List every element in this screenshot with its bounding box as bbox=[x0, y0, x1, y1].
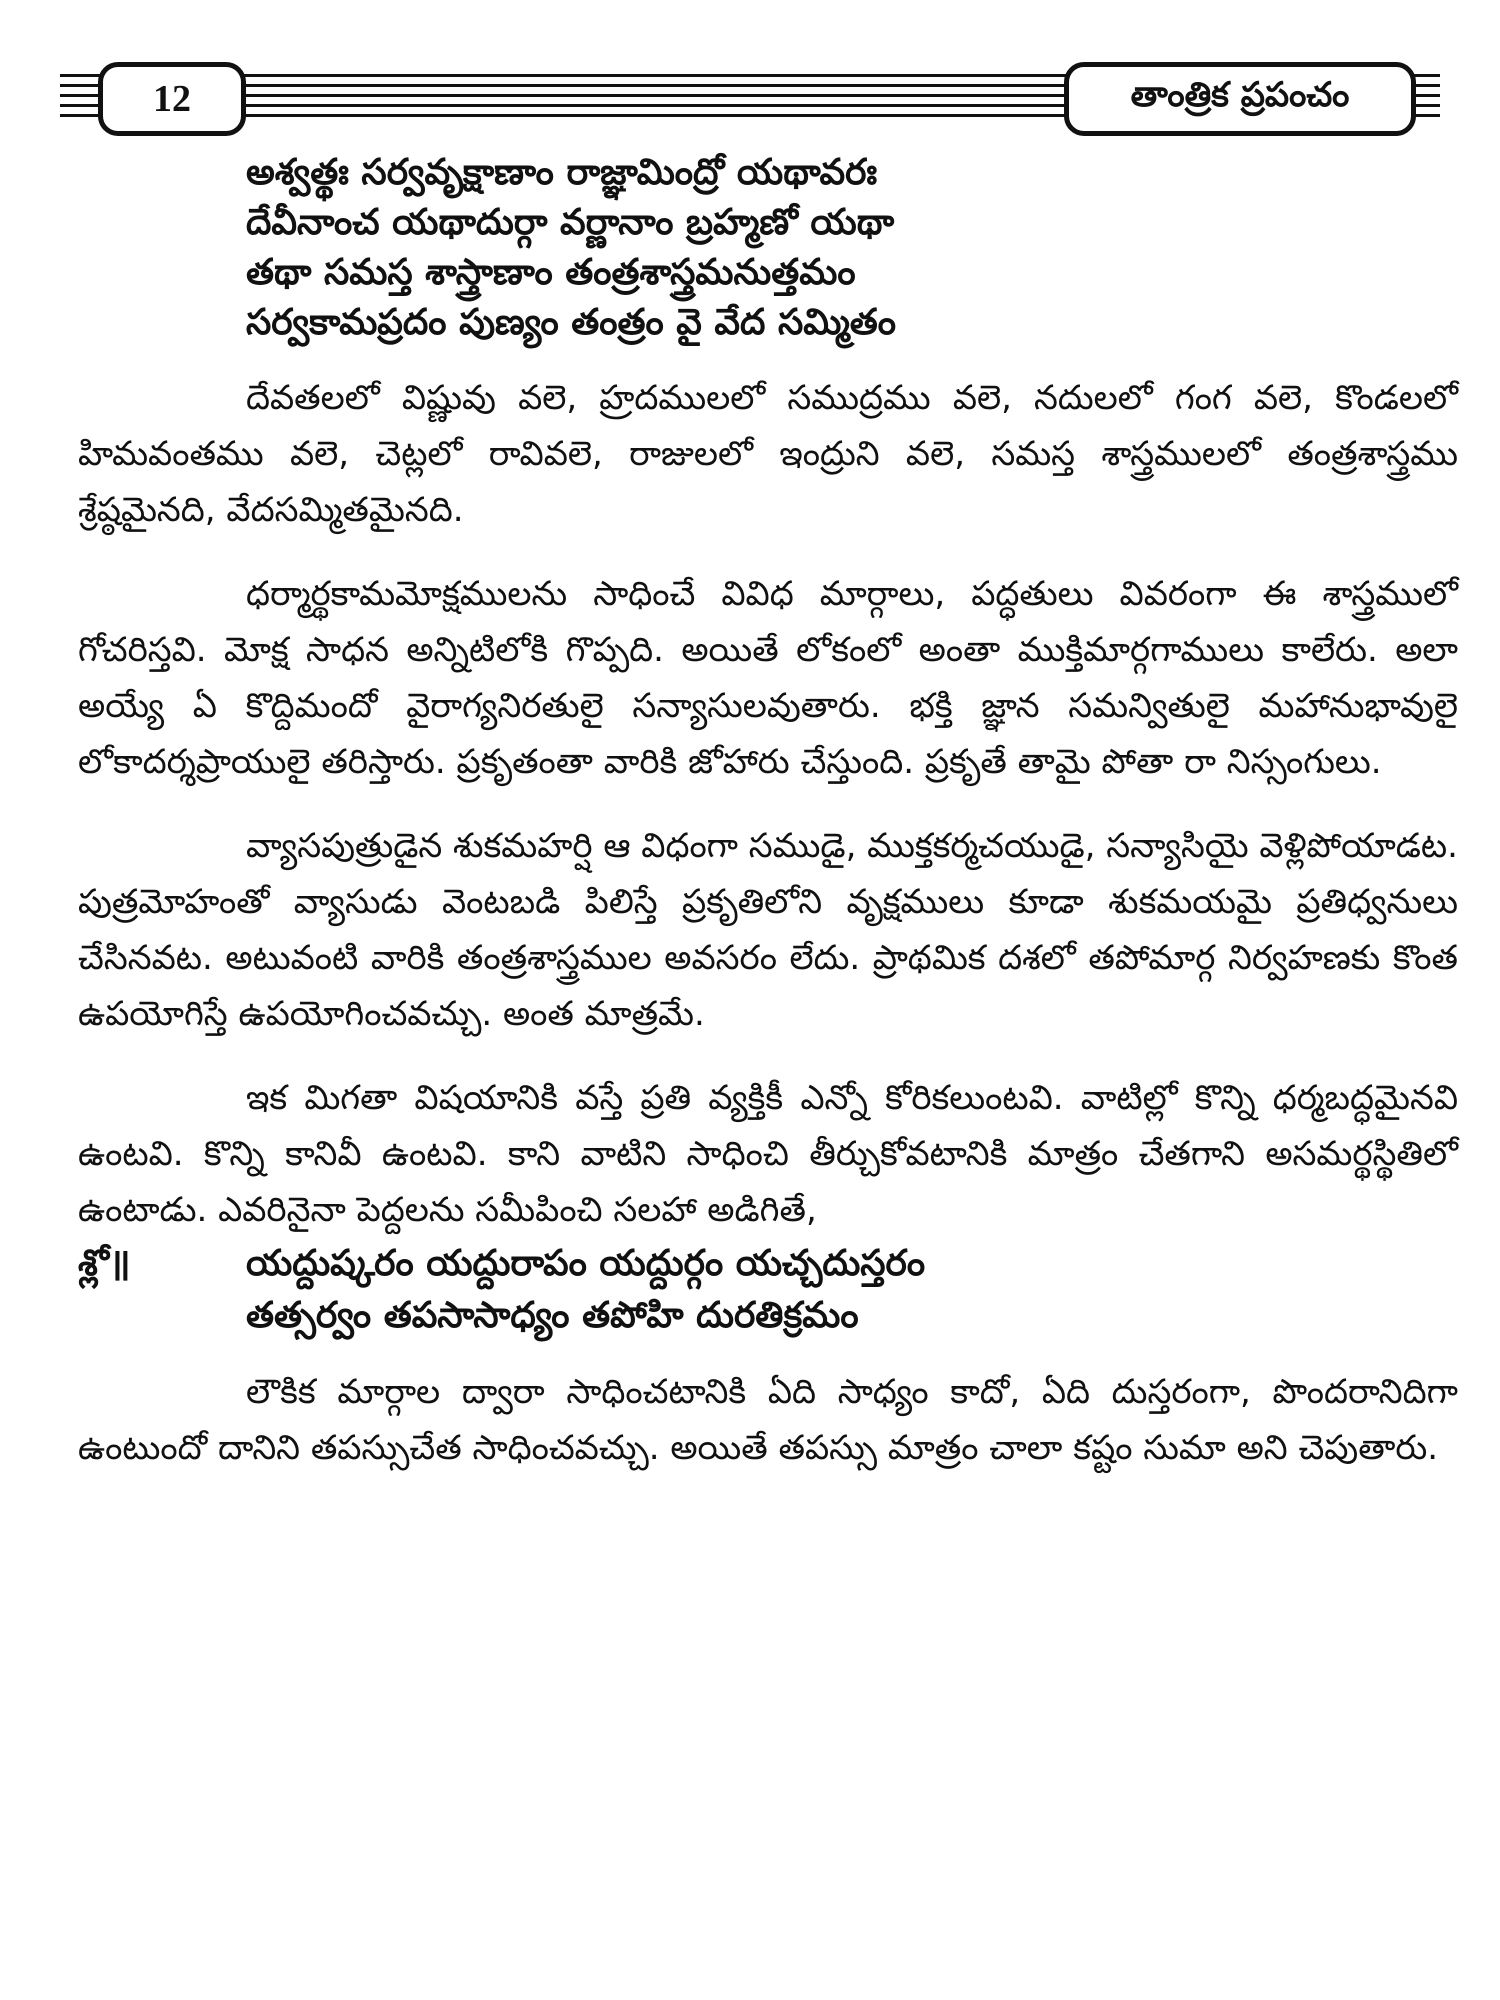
paragraph: వ్యాసపుత్రుడైన శుకమహర్షి ఆ విధంగా సముడై, ముక్తకర్మచయుడై, సన్యాసియై వెళ్లిపోయాడట. పుత్రమోహంతో వ్యాసుడు వెంటబడి పిలిస్తే ప్రకృతిలోని వృక్షములు కూడా శుకమయమై ప్రతిధ్వనులు చేసినవట. అటువంటి వారికి తంత్రశాస్త్రముల అవసరం లేదు. ప్రాథమిక దశలో తపోమార్గ నిర్వహణకు కొంత ఉపయోగిస్తే ఉపయోగించవచ్చు. అంత మాత్రమే. bbox=[78, 826, 1458, 1034]
verse-line: అశ్వత్థః సర్వవృక్షాణాం రాజ్ఞామింద్రో యథావరః bbox=[246, 152, 878, 193]
verse-line: సర్వకామప్రదం పుణ్యం తంత్రం వై వేద సమ్మితం bbox=[246, 302, 897, 343]
paragraph: దేవతలలో విష్ణువు వలె, హ్రదములలో సముద్రము వలె, నదులలో గంగ వలె, కొండలలో హిమవంతము వలె, చెట్లలో రావివలె, రాజులలో ఇంద్రుని వలె, సమస్త శాస్త్రములలో తంత్రశాస్త్రము శ్రేష్ఠమైనది, వేదసమ్మితమైనది. bbox=[78, 378, 1458, 530]
page-header bbox=[60, 62, 1440, 132]
verse-line: తథా సమస్త శాస్త్రాణాం తంత్రశాస్త్రమనుత్తమం bbox=[246, 252, 856, 293]
shloka-line: యద్దుష్కరం యద్దురాపం యద్దుర్గం యచ్చదుస్తరం bbox=[246, 1243, 926, 1284]
paragraph: ధర్మార్థకామమోక్షములను సాధించే వివిధ మార్గాలు, పద్ధతులు వివరంగా ఈ శాస్త్రములో గోచరిస్తవి. మోక్ష సాధన అన్నిటిలోకి గొప్పది. అయితే లోకంలో అంతా ముక్తిమార్గగాములు కాలేరు. అలా అయ్యే ఏ కొద్దిమందో వైరాగ్యనిరతులై సన్యాసులవుతారు. భక్తి జ్ఞాన సమన్వితులై మహానుభావులై లోకాదర్శప్రాయులై తరిస్తారు. ప్రకృతంతా వారికి జోహారు చేస్తుంది. ప్రకృతే తామై పోతా రా నిస్సంగులు. bbox=[78, 574, 1458, 782]
shloka-marker: శ్లో॥ bbox=[78, 1243, 131, 1284]
page-content bbox=[78, 148, 1458, 1476]
opening-verse bbox=[78, 148, 1458, 348]
shloka-block bbox=[78, 1238, 1458, 1342]
closing-paragraph: లౌకిక మార్గాల ద్వారా సాధించటానికి ఏది సాధ్యం కాదో, ఏది దుస్తరంగా, పొందరానిదిగా ఉంటుందో దానిని తపస్సుచేత సాధించవచ్చు. అయితే తపస్సు మాత్రం చాలా కష్టం సుమా అని చెపుతారు. bbox=[78, 1372, 1458, 1468]
page-number: 12 bbox=[98, 62, 246, 136]
verse-line: దేవీనాంచ యథాదుర్గా వర్ణానాం బ్రహ్మణో యథా bbox=[246, 202, 895, 243]
shloka-line: తత్సర్వం తపసాసాధ్యం తపోహి దురతిక్రమం bbox=[246, 1295, 859, 1336]
paragraph: ఇక మిగతా విషయానికి వస్తే ప్రతి వ్యక్తికీ ఎన్నో కోరికలుంటవి. వాటిల్లో కొన్ని ధర్మబద్ధమైనవి ఉంటవి. కొన్ని కానివీ ఉంటవి. కాని వాటిని సాధించి తీర్చుకోవటానికి మాత్రం చేతగాని అసమర్థస్థితిలో ఉంటాడు. ఎవరినైనా పెద్దలను సమీపించి సలహా అడిగితే, bbox=[78, 1078, 1458, 1230]
book-title: తాంత్రిక ప్రపంచం bbox=[1064, 62, 1416, 136]
